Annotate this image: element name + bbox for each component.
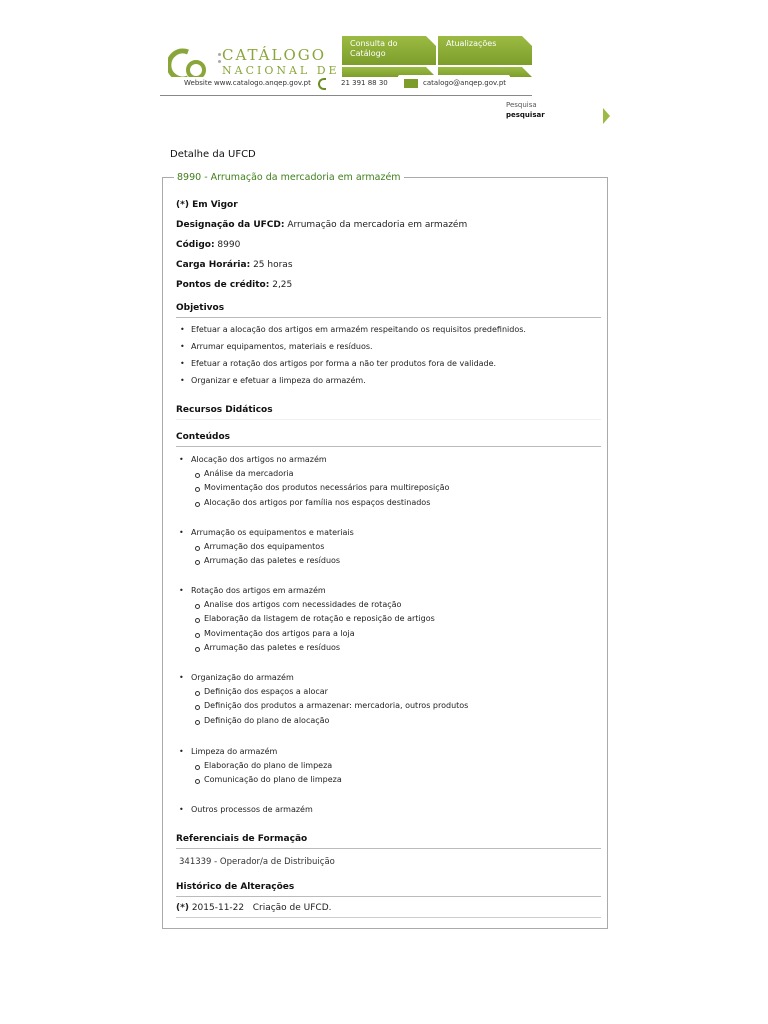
- section-referenciais: Referenciais de Formação: [176, 834, 601, 849]
- contact-bar: [160, 77, 532, 96]
- logo-line-1: CATÁLOGO: [222, 46, 327, 64]
- historico-entry: (*) 2015-11-22 Criação de UFCD.: [176, 903, 332, 913]
- historico-divider: [176, 917, 601, 918]
- tab-atualizacoes[interactable]: Atualizações: [438, 36, 532, 65]
- search-arrow-icon[interactable]: [603, 108, 610, 124]
- section-recursos: Recursos Didáticos: [176, 405, 601, 420]
- objetivos-list: [176, 324, 526, 392]
- field-codigo: Código: 8990: [176, 240, 241, 250]
- list-item: • Rotação dos artigos em armazém: [176, 585, 435, 599]
- list-subitem: Elaboração do plano de limpeza: [176, 760, 342, 774]
- search-link[interactable]: pesquisar: [506, 111, 545, 119]
- list-subitem: Definição dos espaços a alocar: [176, 686, 468, 700]
- conteudo-group: [176, 804, 313, 818]
- conteudo-group: [176, 454, 449, 511]
- search-label: Pesquisa: [506, 101, 537, 109]
- website-label: Website: [184, 79, 212, 87]
- list-subitem: Elaboração da listagem de rotação e reposição de artigos: [176, 613, 435, 627]
- conteudo-group: [176, 672, 468, 729]
- list-subitem: Definição do plano de alocação: [176, 715, 468, 729]
- field-designacao: Designação da UFCD: Arrumação da mercadoria em armazém: [176, 220, 468, 230]
- phone-icon: [318, 78, 326, 90]
- logo-line-2: NACIONAL DE: [222, 64, 340, 77]
- logo-text[interactable]: [222, 47, 340, 77]
- section-objetivos: Objetivos: [176, 303, 601, 318]
- section-conteudos: Conteúdos: [176, 432, 601, 447]
- list-subitem: Analise dos artigos com necessidades de rotação: [176, 599, 435, 613]
- site-header: [160, 36, 532, 94]
- list-subitem: Movimentação dos produtos necessários para multireposição: [176, 482, 449, 496]
- list-item: • Limpeza do armazém: [176, 746, 342, 760]
- conteudo-group: [176, 527, 354, 570]
- list-subitem: Arrumação dos equipamentos: [176, 541, 354, 555]
- list-item: • Organização do armazém: [176, 672, 468, 686]
- list-subitem: Arrumação das paletes e resíduos: [176, 555, 354, 569]
- list-item: • Arrumação os equipamentos e materiais: [176, 527, 354, 541]
- list-item: • Arrumar equipamentos, materiais e resíduos.: [191, 341, 526, 358]
- email-link[interactable]: catalogo@anqep.gov.pt: [423, 79, 507, 87]
- phone-number: 21 391 88 30: [341, 79, 388, 87]
- referencial-link[interactable]: 341339 - Operador/a de Distribuição: [179, 857, 335, 867]
- website-link[interactable]: www.catalogo.anqep.gov.pt: [214, 79, 311, 87]
- page-title: Detalhe da UFCD: [170, 149, 256, 160]
- mail-icon: [404, 79, 418, 88]
- list-subitem: Análise da mercadoria: [176, 468, 449, 482]
- list-subitem: Definição dos produtos a armazenar: mercadoria, outros produtos: [176, 700, 468, 714]
- conteudo-group: [176, 746, 342, 789]
- list-item: • Alocação dos artigos no armazém: [176, 454, 449, 468]
- field-carga-horaria: Carga Horária: 25 horas: [176, 260, 293, 270]
- list-item: • Organizar e efetuar a limpeza do armazém.: [191, 375, 526, 392]
- list-item: • Outros processos de armazém: [176, 804, 313, 818]
- list-subitem: Comunicação do plano de limpeza: [176, 774, 342, 788]
- list-item: • Efetuar a alocação dos artigos em armazém respeitando os requisitos predefinidos.: [191, 324, 526, 341]
- conteudo-group: [176, 585, 435, 657]
- ufcd-legend: 8990 - Arrumação da mercadoria em armazém: [174, 172, 404, 183]
- status: (*) Em Vigor: [176, 200, 238, 210]
- list-subitem: Movimentação dos artigos para a loja: [176, 628, 435, 642]
- logo-dots: [218, 53, 221, 67]
- tab-consulta-catalogo[interactable]: Consulta do Catálogo: [342, 36, 436, 65]
- list-subitem: Alocação dos artigos por família nos espaços destinados: [176, 497, 449, 511]
- field-pontos-credito: Pontos de crédito: 2,25: [176, 280, 293, 290]
- list-item: • Efetuar a rotação dos artigos por forma a não ter produtos fora de validade.: [191, 358, 526, 375]
- section-historico: Histórico de Alterações: [176, 882, 601, 897]
- list-subitem: Arrumação das paletes e resíduos: [176, 642, 435, 656]
